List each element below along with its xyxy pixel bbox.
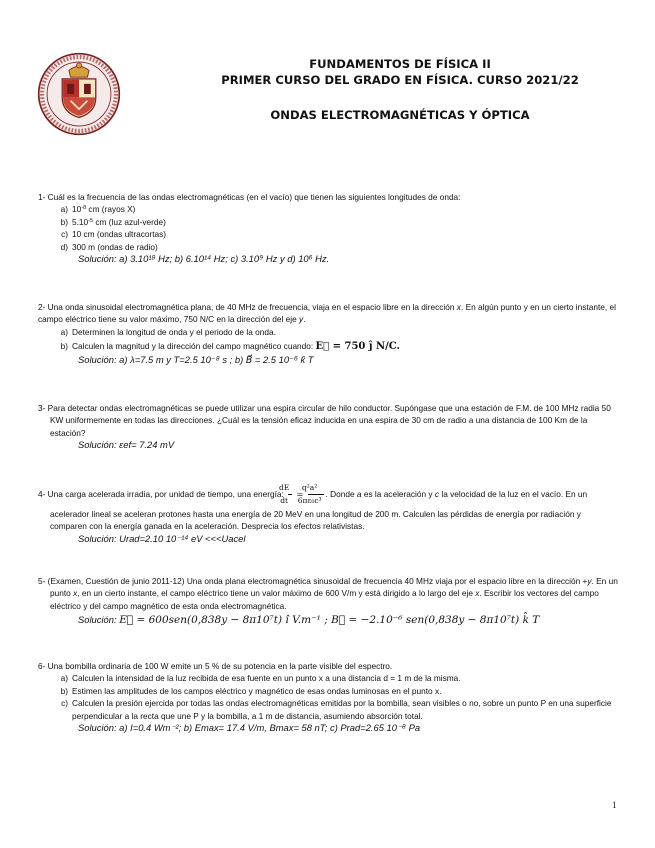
question-6-item-a: a) Calculen la intensidad de la luz recibida de esa fuente en un punto x a una distancia d = 1 m de la misma. — [60, 673, 461, 684]
question-6-item-b: b) Estimen las amplitudes de los campos eléctrico y magnético de esas ondas luminosas en el punto x. — [60, 685, 442, 696]
question-5 — [38, 575, 618, 627]
question-1-solution: Solución: a) 3.10¹⁸ Hz; b) 6.10¹⁴ Hz; c) 3.10⁹ Hz y d) 10⁶ Hz. — [78, 253, 330, 265]
question-6-solution: Solución: a) I=0.4 Wm⁻²; b) Emax= 17.4 V/m, Bmax= 58 nT; c) Prad=2.65 10⁻⁸ Pa — [78, 722, 421, 734]
question-2-stem: 2- Una onda sinusoidal electromagnética plana, de 40 MHz de frecuencia, viaja en el espacio libre en la dirección x. En algún punto y en un cierto instante, el campo eléctrico tiene su valor máximo, 750 N/C en la dirección del eje y. — [38, 302, 616, 325]
energy-rate-fraction: $\frac{dE}{dt}$ — [288, 482, 292, 508]
topic-title: ONDAS ELECTROMAGNÉTICAS Y ÓPTICA — [270, 108, 530, 122]
question-1-stem: 1- Cuál es la frecuencia de las ondas electromagnéticas (en el vacío) que tienen las siguientes longitudes de onda: — [38, 192, 461, 202]
question-1-item-b: b) $5.10^{-5}$ cm (luz azul-verde) — [60, 216, 166, 227]
course-subtitle: PRIMER CURSO DEL GRADO EN FÍSICA. CURSO 2021/22 — [221, 73, 579, 87]
question-4-stem: 4- Una carga acelerada irradia, por unidad de tiempo, una energía: $\frac{dE}{dt}$ = $\frac{\text{q²a²}}{\text{6πε₀c³}}$ . Donde a es la aceleración y c la velocidad de la luz en el vacío. En un acelerador lineal se aceleran protones hasta una energía de 20 MeV en una longitud de 200 m. Calculen las pérdidas de energía por radiación y comparen con la energía ganada en la aceleración. Desprecia los efectos relativistas. — [38, 483, 588, 532]
question-1-item-c: c) 10 cm (ondas ultracortas) — [61, 229, 167, 240]
question-3-solution: Solución: εef= 7.24 mV — [78, 439, 175, 451]
university-crest-logo — [37, 52, 121, 136]
question-3 — [38, 402, 618, 452]
question-1-item-d: d) 300 m (ondas de radio) — [60, 241, 158, 252]
question-5-stem: 5- (Examen, Cuestión de junio 2011-12) Una onda plana electromagnética sinusoidal de frecuencia 40 MHz viaja por el espacio libre en la dirección +y. En un punto x, en un cierto instante, el campo eléctrico tiene un valor máximo de 600 V/m y está dirigido a lo largo del eje x. Escribir los vectores del campo eléctrico y del campo magnético de esta onda electromagnética. — [38, 576, 618, 611]
question-4 — [38, 482, 618, 545]
question-5-solution: Solución: E⃗ = 600sen(0,838y − 8π10⁷t) î V.m⁻¹ ; B⃗ = −2.10⁻⁶ sen(0,838y − 8π10⁷t) k̂ T — [78, 614, 540, 627]
question-6 — [38, 660, 618, 734]
question-3-stem: 3- Para detectar ondas electromagnéticas se puede utilizar una espira circular de hilo conductor. Supóngase que una estación de F.M. de 100 MHz radia 50 KW uniformemente en todas las direcciones. ¿Cuál es la tensión eficaz inducida en una espira de 30 cm de radio a una distancia de 100 Km de la estación? — [38, 403, 611, 438]
question-2-item-a: a) Determinen la longitud de onda y el periodo de la onda. — [60, 326, 276, 337]
question-6-item-c: c) Calculen la presión ejercida por todas las ondas electromagnéticas emitidas por la bombilla, sean visibles o no, sobre un punto P en una superficie perpendicular a la recta que une P y la bombilla, a 1 m de distancia, asumiendo absorción total. — [61, 698, 612, 721]
course-title: FUNDAMENTOS DE FÍSICA II — [309, 57, 491, 71]
question-1-item-a: a) $10^{-8}$ cm (rayos X) — [60, 204, 136, 215]
question-2-item-b: b) Calculen la magnitud y la dirección del campo magnético cuando: E⃗ = 750 ĵ N/C. — [60, 341, 401, 353]
question-2 — [38, 301, 618, 366]
question-2-solution: Solución: a) λ=7.5 m y T=2.5 10⁻⁸ s ; b) B⃗ = 2.5 10⁻⁶ k̂ T — [78, 353, 314, 365]
page-number: 1 — [612, 800, 617, 810]
larmor-fraction: $\frac{\text{q²a²}}{\text{6πε₀c³}}$ — [297, 483, 322, 506]
question-4-solution: Solución: Urad=2.10 10⁻¹⁴ eV <<<Uacel — [78, 532, 246, 544]
question-6-stem: 6- Una bombilla ordinaria de 100 W emite un 5 % de su potencia en la parte visible del espectro. — [38, 661, 393, 671]
question-1 — [38, 191, 618, 265]
